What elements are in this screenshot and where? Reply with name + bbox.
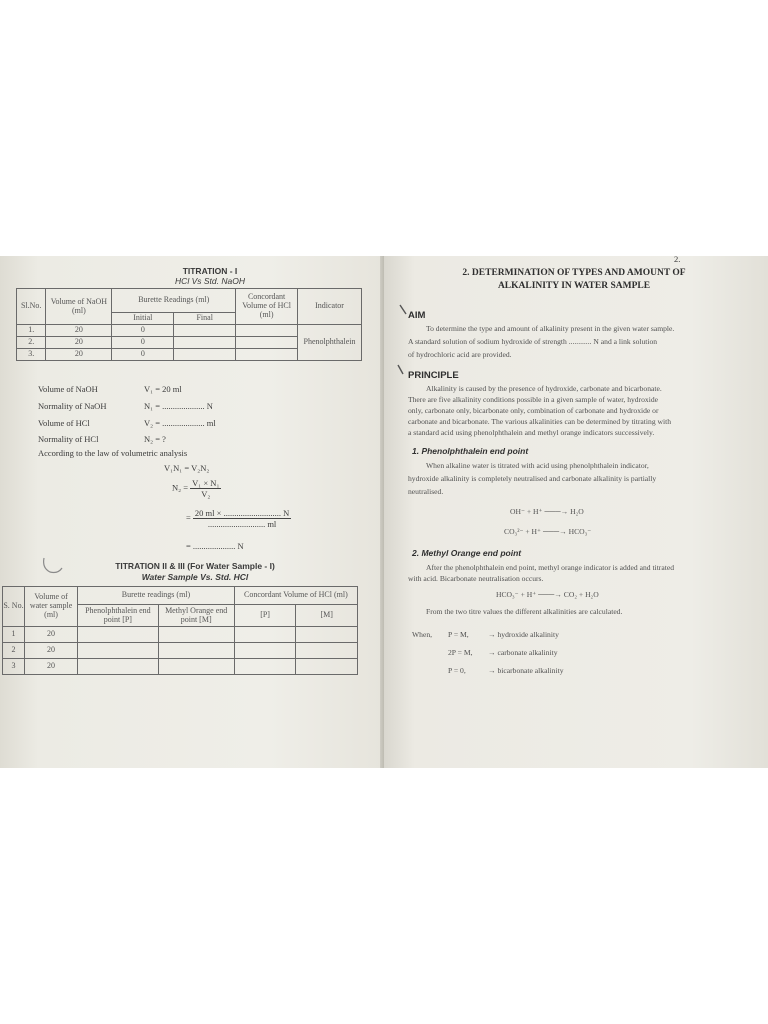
col-p: [P]: [234, 605, 296, 627]
pen-tick-icon: [396, 364, 406, 376]
book-photo: [0, 256, 768, 768]
titration1-subtitle: HCl Vs Std. NaOH: [175, 276, 245, 286]
calc-value-1: V₁ = 20 ml: [144, 384, 182, 394]
reaction-2: CO₃²⁻ + H⁺ ───→ HCO₃⁻: [504, 527, 592, 536]
col-sno: S. No.: [3, 587, 25, 627]
titration2-title: TITRATION II & III (For Water Sample - I): [115, 561, 275, 571]
col-sno: Sl.No.: [17, 289, 46, 325]
principle-line-4: carbonate and bicarbonate. The various alkalinities can be determined by titrating with: [408, 417, 672, 426]
eq2-denominator: V₂: [201, 489, 211, 499]
titration1-table: [16, 288, 362, 361]
cell-concordant: [236, 325, 298, 337]
eq3-numerator: 20 ml × ........................... N: [194, 508, 290, 518]
case-1-condition: P = M,: [448, 630, 469, 639]
cell-sno: 2.: [17, 337, 46, 349]
cell-final: [174, 325, 236, 337]
sub1-line-1: When alkaline water is titrated with acid using phenolphthalein indicator,: [426, 461, 649, 470]
cell-vol: 20: [24, 627, 77, 643]
cell-vol: 20: [46, 325, 112, 337]
table-row: [3, 627, 358, 643]
col-final: Final: [174, 313, 236, 325]
calc-value-4: N₂ = ?: [144, 434, 166, 444]
table-row: [3, 659, 358, 675]
cell-p: [234, 643, 296, 659]
pencil-mark-icon: [40, 556, 64, 576]
sub2-line-2: with acid. Bicarbonate neutralisation occurs.: [408, 574, 544, 583]
principle-line-5: a standard acid using phenolphthalein and methyl orange indicators successively.: [408, 428, 655, 437]
titration2-table: [2, 586, 358, 675]
cell-initial: 0: [112, 349, 174, 361]
cell-vol: 20: [46, 349, 112, 361]
equation-1: V₁N₁ = V₂N₂: [164, 463, 210, 473]
calc-label-1: Volume of NaOH: [38, 384, 98, 394]
cell-vol: 20: [24, 659, 77, 675]
cell-p: [234, 627, 296, 643]
cell-indicator: Phenolphthalein: [298, 325, 362, 361]
aim-heading: AIM: [408, 310, 426, 321]
principle-line-1: Alkalinity is caused by the presence of hydroxide, carbonate and bicarbonate.: [426, 384, 662, 393]
equation-3: [186, 508, 291, 529]
col-indicator: Indicator: [298, 289, 362, 325]
titration2-subtitle: Water Sample Vs. Std. HCl: [141, 572, 249, 582]
eq2-lhs: N₂ =: [172, 482, 189, 493]
cell-vol: 20: [24, 643, 77, 659]
cell-phenol: [78, 643, 158, 659]
col-concordant: Concordant Volume of HCl (ml): [236, 289, 298, 325]
table-row: [3, 643, 358, 659]
cell-concordant: [236, 337, 298, 349]
cell-phenol: [78, 627, 158, 643]
case-3-condition: P = 0,: [448, 666, 466, 675]
col-vol-sample: Volume of water sample (ml): [24, 587, 77, 627]
methyl-orange-heading: 2. Methyl Orange end point: [412, 548, 522, 558]
cell-m: [296, 659, 358, 675]
eq3-equals: =: [186, 512, 191, 523]
case-2-condition: 2P = M,: [448, 648, 473, 657]
eq3-denominator: ........................... ml: [207, 519, 277, 529]
calc-value-2: N₁ = .................... N: [144, 401, 213, 411]
col-burette: Burette readings (ml): [78, 587, 235, 605]
cell-m: [296, 627, 358, 643]
calc-label-3: Volume of HCl: [38, 418, 90, 428]
aim-line-1: To determine the type and amount of alkalinity present in the given water sample.: [426, 324, 675, 333]
equation-4: = .................... N: [186, 541, 244, 551]
cell-initial: 0: [112, 337, 174, 349]
col-concordant: Concordant Volume of HCl (ml): [234, 587, 357, 605]
calc-value-3: V₂ = .................... ml: [144, 418, 216, 428]
cell-methyl: [158, 627, 234, 643]
cell-m: [296, 643, 358, 659]
equation-2: [172, 478, 221, 499]
titration1-title: TITRATION - I: [182, 266, 238, 276]
col-methyl: Methyl Orange end point [M]: [158, 605, 234, 627]
section-title-line2: ALKALINITY IN WATER SAMPLE: [497, 281, 651, 291]
eq2-numerator: V₁ × N₁: [192, 478, 220, 488]
case-3-result: → bicarbonate alkalinity: [488, 666, 564, 675]
case-2-result: → carbonate alkalinity: [488, 648, 558, 657]
col-phenol: Phenolphthalein end point [P]: [78, 605, 158, 627]
phenolphthalein-heading: 1. Phenolphthalein end point: [412, 446, 529, 456]
sub1-line-3: neutralised.: [408, 487, 444, 496]
cell-final: [174, 337, 236, 349]
principle-line-2: There are five alkalinity conditions possible in a given sample of water, hydroxide: [408, 395, 659, 404]
pen-tick-icon: [398, 304, 408, 316]
eq2-fraction: [190, 478, 221, 499]
cell-sno: 1: [3, 627, 25, 643]
cell-methyl: [158, 659, 234, 675]
col-initial: Initial: [112, 313, 174, 325]
cell-initial: 0: [112, 325, 174, 337]
cell-sno: 3: [3, 659, 25, 675]
cell-sno: 3.: [17, 349, 46, 361]
law-statement: According to the law of volumetric analysis: [38, 448, 188, 458]
when-label: When,: [412, 630, 433, 639]
cell-sno: 1.: [17, 325, 46, 337]
aim-line-2: A standard solution of sodium hydroxide of strength ............ N and a link solution: [408, 337, 658, 346]
page-mark: 2.: [674, 256, 681, 264]
aim-line-3: of hydrochloric acid are provided.: [408, 350, 512, 359]
reaction-3: HCO₃⁻ + H⁺ ───→ CO₂ + H₂O: [496, 590, 599, 599]
eq3-fraction: [193, 508, 291, 529]
cell-concordant: [236, 349, 298, 361]
cell-methyl: [158, 643, 234, 659]
cell-p: [234, 659, 296, 675]
sub1-line-2: hydroxide alkalinity is completely neutralised and carbonate alkalinity is partially: [408, 474, 657, 483]
cell-sno: 2: [3, 643, 25, 659]
cell-final: [174, 349, 236, 361]
section-title-line1: 2. DETERMINATION OF TYPES AND AMOUNT OF: [462, 268, 686, 278]
calc-label-4: Normality of HCl: [38, 434, 99, 444]
col-vol-naoh: Volume of NaOH (ml): [46, 289, 112, 325]
cell-vol: 20: [46, 337, 112, 349]
calc-label-2: Normality of NaOH: [38, 401, 107, 411]
cell-phenol: [78, 659, 158, 675]
col-burette: Burette Readings (ml): [112, 289, 236, 313]
from-titre-line: From the two titre values the different alkalinities are calculated.: [426, 607, 623, 616]
sub2-line-1: After the phenolphthalein end point, methyl orange indicator is added and titrated: [426, 563, 674, 572]
col-m: [M]: [296, 605, 358, 627]
principle-line-3: only, carbonate only, bicarbonate only, combination of carbonate and hydroxide or: [408, 406, 659, 415]
left-page: [0, 256, 384, 768]
reaction-1: OH⁻ + H⁺ ───→ H₂O: [510, 507, 584, 516]
principle-heading: PRINCIPLE: [408, 370, 459, 381]
table-row: [17, 325, 362, 337]
right-page: [384, 256, 768, 768]
case-1-result: → hydroxide alkalinity: [488, 630, 559, 639]
